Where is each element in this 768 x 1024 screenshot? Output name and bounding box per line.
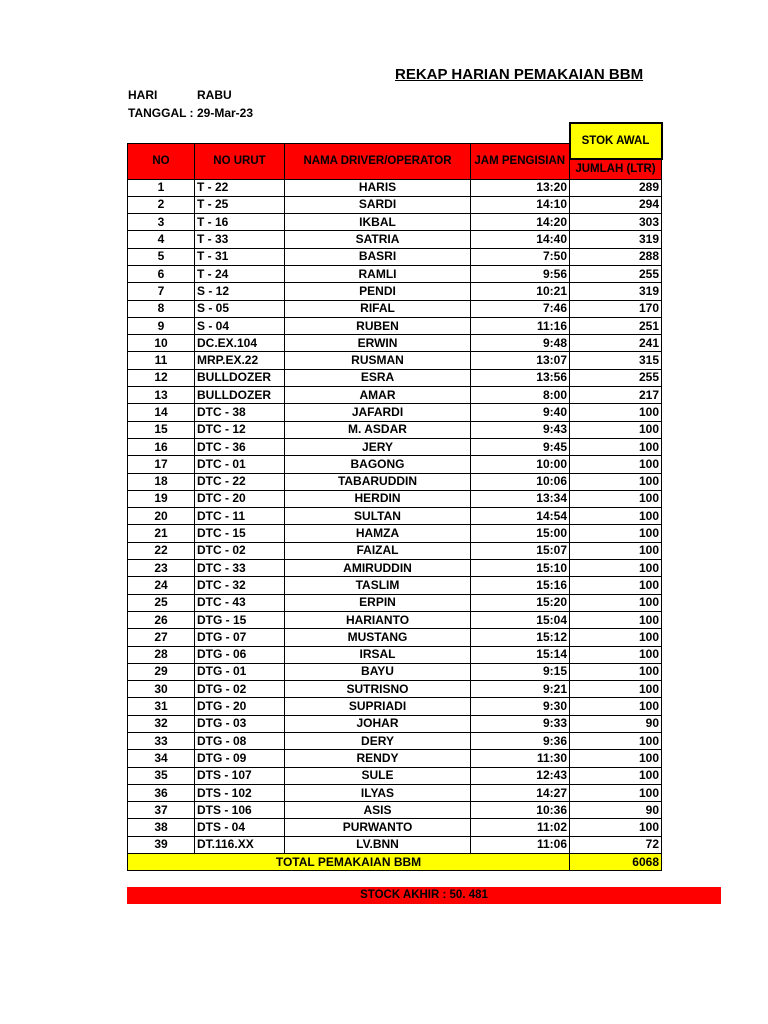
row-nama: TABARUDDIN bbox=[285, 473, 471, 490]
row-nama: LV.BNN bbox=[285, 836, 471, 853]
table-row bbox=[128, 784, 662, 801]
row-jumlah: 319 bbox=[570, 283, 662, 300]
row-nama: DERY bbox=[285, 733, 471, 750]
row-nama: PENDI bbox=[285, 283, 471, 300]
table-row bbox=[128, 802, 662, 819]
table-row bbox=[128, 335, 662, 352]
table-row bbox=[128, 404, 662, 421]
row-jumlah: 100 bbox=[570, 456, 662, 473]
row-nama: FAIZAL bbox=[285, 542, 471, 559]
row-nama: BAGONG bbox=[285, 456, 471, 473]
row-nama: MUSTANG bbox=[285, 629, 471, 646]
row-no-urut: DTG - 08 bbox=[195, 733, 285, 750]
row-no: 1 bbox=[128, 179, 195, 196]
row-no: 13 bbox=[128, 387, 195, 404]
row-jumlah: 90 bbox=[570, 802, 662, 819]
row-jam: 14:10 bbox=[471, 196, 570, 213]
row-jam: 13:20 bbox=[471, 179, 570, 196]
row-no-urut: S - 05 bbox=[195, 300, 285, 317]
row-jumlah: 100 bbox=[570, 490, 662, 507]
table-row bbox=[128, 577, 662, 594]
row-nama: M. ASDAR bbox=[285, 421, 471, 438]
table-row bbox=[128, 438, 662, 455]
row-no-urut: DTC - 43 bbox=[195, 594, 285, 611]
row-jumlah: 100 bbox=[570, 784, 662, 801]
row-jumlah: 289 bbox=[570, 179, 662, 196]
row-no-urut: DTG - 09 bbox=[195, 750, 285, 767]
row-no-urut: MRP.EX.22 bbox=[195, 352, 285, 369]
row-no: 29 bbox=[128, 663, 195, 680]
row-jam: 9:48 bbox=[471, 335, 570, 352]
row-jam: 7:46 bbox=[471, 300, 570, 317]
row-no: 26 bbox=[128, 611, 195, 628]
row-jam: 10:00 bbox=[471, 456, 570, 473]
row-nama: HARIANTO bbox=[285, 611, 471, 628]
col-header-jam: JAM PENGISIAN bbox=[471, 143, 570, 179]
table-row bbox=[128, 525, 662, 542]
row-jam: 8:00 bbox=[471, 387, 570, 404]
table-row bbox=[128, 542, 662, 559]
col-header-jumlah: JUMLAH (LTR) bbox=[570, 159, 662, 179]
row-no-urut: T - 16 bbox=[195, 214, 285, 231]
page-title: REKAP HARIAN PEMAKAIAN BBM bbox=[395, 66, 644, 83]
col-header-nama: NAMA DRIVER/OPERATOR bbox=[285, 143, 471, 179]
row-jumlah: 100 bbox=[570, 629, 662, 646]
row-jam: 11:16 bbox=[471, 317, 570, 334]
row-jam: 9:45 bbox=[471, 438, 570, 455]
row-jumlah: 255 bbox=[570, 369, 662, 386]
row-no: 7 bbox=[128, 283, 195, 300]
row-jam: 12:43 bbox=[471, 767, 570, 784]
table-row bbox=[128, 629, 662, 646]
row-no: 38 bbox=[128, 819, 195, 836]
row-jam: 15:16 bbox=[471, 577, 570, 594]
row-no-urut: DTG - 15 bbox=[195, 611, 285, 628]
row-no: 31 bbox=[128, 698, 195, 715]
table-row bbox=[128, 248, 662, 265]
row-no-urut: T - 25 bbox=[195, 196, 285, 213]
row-no-urut: DTC - 15 bbox=[195, 525, 285, 542]
row-jam: 11:06 bbox=[471, 836, 570, 853]
row-jumlah: 294 bbox=[570, 196, 662, 213]
row-nama: ERWIN bbox=[285, 335, 471, 352]
table-row bbox=[128, 663, 662, 680]
row-no: 34 bbox=[128, 750, 195, 767]
row-no-urut: DTC - 20 bbox=[195, 490, 285, 507]
row-nama: ERPIN bbox=[285, 594, 471, 611]
table-row bbox=[128, 750, 662, 767]
table-row bbox=[128, 300, 662, 317]
table-row bbox=[128, 594, 662, 611]
row-jumlah: 100 bbox=[570, 733, 662, 750]
row-nama: RUBEN bbox=[285, 317, 471, 334]
row-jam: 10:06 bbox=[471, 473, 570, 490]
row-jam: 14:20 bbox=[471, 214, 570, 231]
row-jam: 9:30 bbox=[471, 698, 570, 715]
tanggal-label: TANGGAL : bbox=[128, 106, 194, 120]
row-nama: IRSAL bbox=[285, 646, 471, 663]
row-jumlah: 90 bbox=[570, 715, 662, 732]
row-no: 18 bbox=[128, 473, 195, 490]
row-no: 28 bbox=[128, 646, 195, 663]
table-row bbox=[128, 369, 662, 386]
row-no-urut: DTC - 32 bbox=[195, 577, 285, 594]
row-no: 37 bbox=[128, 802, 195, 819]
row-no: 12 bbox=[128, 369, 195, 386]
table-row bbox=[128, 715, 662, 732]
row-no-urut: DTC - 36 bbox=[195, 438, 285, 455]
table-row bbox=[128, 214, 662, 231]
row-nama: JOHAR bbox=[285, 715, 471, 732]
row-jam: 10:36 bbox=[471, 802, 570, 819]
row-no-urut: DTS - 106 bbox=[195, 802, 285, 819]
row-no: 35 bbox=[128, 767, 195, 784]
row-no: 9 bbox=[128, 317, 195, 334]
row-no: 15 bbox=[128, 421, 195, 438]
row-no: 21 bbox=[128, 525, 195, 542]
row-nama: AMIRUDDIN bbox=[285, 560, 471, 577]
row-nama: SUPRIADI bbox=[285, 698, 471, 715]
row-no-urut: DTG - 03 bbox=[195, 715, 285, 732]
col-header-no: NO bbox=[128, 143, 195, 179]
row-nama: SULE bbox=[285, 767, 471, 784]
row-jumlah: 100 bbox=[570, 421, 662, 438]
row-jumlah: 100 bbox=[570, 404, 662, 421]
row-jumlah: 288 bbox=[570, 248, 662, 265]
row-no-urut: DTG - 01 bbox=[195, 663, 285, 680]
row-nama: ASIS bbox=[285, 802, 471, 819]
row-no-urut: DT.116.XX bbox=[195, 836, 285, 853]
row-jumlah: 100 bbox=[570, 542, 662, 559]
row-no-urut: DTC - 38 bbox=[195, 404, 285, 421]
row-nama: JAFARDI bbox=[285, 404, 471, 421]
row-no: 11 bbox=[128, 352, 195, 369]
row-no-urut: DTC - 02 bbox=[195, 542, 285, 559]
row-jumlah: 217 bbox=[570, 387, 662, 404]
row-no-urut: BULLDOZER bbox=[195, 369, 285, 386]
row-jam: 15:07 bbox=[471, 542, 570, 559]
row-nama: ILYAS bbox=[285, 784, 471, 801]
row-no-urut: DTS - 102 bbox=[195, 784, 285, 801]
row-jumlah: 100 bbox=[570, 594, 662, 611]
row-jumlah: 100 bbox=[570, 750, 662, 767]
row-jam: 15:00 bbox=[471, 525, 570, 542]
row-jumlah: 100 bbox=[570, 577, 662, 594]
row-jam: 9:43 bbox=[471, 421, 570, 438]
row-jam: 9:33 bbox=[471, 715, 570, 732]
row-nama: SARDI bbox=[285, 196, 471, 213]
table-row bbox=[128, 179, 662, 196]
row-jumlah: 72 bbox=[570, 836, 662, 853]
row-no-urut: T - 24 bbox=[195, 265, 285, 282]
row-no-urut: T - 22 bbox=[195, 179, 285, 196]
row-nama: BAYU bbox=[285, 663, 471, 680]
table-row bbox=[128, 611, 662, 628]
row-jam: 14:27 bbox=[471, 784, 570, 801]
table-row bbox=[128, 681, 662, 698]
row-no-urut: DTG - 02 bbox=[195, 681, 285, 698]
row-no: 2 bbox=[128, 196, 195, 213]
row-nama: SULTAN bbox=[285, 508, 471, 525]
row-no: 20 bbox=[128, 508, 195, 525]
row-jam: 10:21 bbox=[471, 283, 570, 300]
table-row bbox=[128, 283, 662, 300]
table-row bbox=[128, 508, 662, 525]
row-nama: SUTRISNO bbox=[285, 681, 471, 698]
row-jumlah: 241 bbox=[570, 335, 662, 352]
row-jumlah: 100 bbox=[570, 663, 662, 680]
row-no: 36 bbox=[128, 784, 195, 801]
row-no-urut: T - 31 bbox=[195, 248, 285, 265]
row-jam: 9:36 bbox=[471, 733, 570, 750]
row-jumlah: 100 bbox=[570, 560, 662, 577]
table-row bbox=[128, 698, 662, 715]
row-no-urut: DTG - 06 bbox=[195, 646, 285, 663]
table-row bbox=[128, 473, 662, 490]
row-jumlah: 319 bbox=[570, 231, 662, 248]
row-nama: TASLIM bbox=[285, 577, 471, 594]
row-no-urut: T - 33 bbox=[195, 231, 285, 248]
row-nama: SATRIA bbox=[285, 231, 471, 248]
total-value: 6068 bbox=[570, 854, 662, 871]
row-jam: 15:10 bbox=[471, 560, 570, 577]
hari-label: HARI bbox=[128, 88, 158, 102]
row-jumlah: 100 bbox=[570, 819, 662, 836]
table-row bbox=[128, 836, 662, 853]
row-no: 23 bbox=[128, 560, 195, 577]
row-no: 39 bbox=[128, 836, 195, 853]
row-nama: BASRI bbox=[285, 248, 471, 265]
row-no: 30 bbox=[128, 681, 195, 698]
row-no: 17 bbox=[128, 456, 195, 473]
row-jam: 9:56 bbox=[471, 265, 570, 282]
row-jam: 15:04 bbox=[471, 611, 570, 628]
row-jumlah: 100 bbox=[570, 438, 662, 455]
row-jam: 15:12 bbox=[471, 629, 570, 646]
rekap-table bbox=[127, 122, 663, 871]
stok-awal-header: STOK AWAL bbox=[570, 123, 662, 159]
row-no: 4 bbox=[128, 231, 195, 248]
row-no-urut: S - 04 bbox=[195, 317, 285, 334]
row-jam: 13:34 bbox=[471, 490, 570, 507]
table-row bbox=[128, 352, 662, 369]
row-nama: RAMLI bbox=[285, 265, 471, 282]
table-row bbox=[128, 231, 662, 248]
row-no: 3 bbox=[128, 214, 195, 231]
row-no-urut: DTG - 20 bbox=[195, 698, 285, 715]
row-no: 16 bbox=[128, 438, 195, 455]
row-no-urut: DTC - 22 bbox=[195, 473, 285, 490]
row-jam: 9:40 bbox=[471, 404, 570, 421]
row-no-urut: DTC - 12 bbox=[195, 421, 285, 438]
row-jumlah: 100 bbox=[570, 767, 662, 784]
table-row bbox=[128, 387, 662, 404]
row-nama: RIFAL bbox=[285, 300, 471, 317]
row-jam: 15:20 bbox=[471, 594, 570, 611]
table-row bbox=[128, 456, 662, 473]
table-row bbox=[128, 819, 662, 836]
row-jumlah: 303 bbox=[570, 214, 662, 231]
row-nama: HARIS bbox=[285, 179, 471, 196]
row-no-urut: BULLDOZER bbox=[195, 387, 285, 404]
row-nama: JERY bbox=[285, 438, 471, 455]
row-nama: HAMZA bbox=[285, 525, 471, 542]
row-jumlah: 100 bbox=[570, 473, 662, 490]
row-no: 10 bbox=[128, 335, 195, 352]
row-jumlah: 100 bbox=[570, 611, 662, 628]
col-header-no-urut: NO URUT bbox=[195, 143, 285, 179]
row-no: 25 bbox=[128, 594, 195, 611]
table-row bbox=[128, 646, 662, 663]
table-row bbox=[128, 317, 662, 334]
row-no-urut: DTC - 01 bbox=[195, 456, 285, 473]
hari-value: RABU bbox=[197, 88, 232, 102]
row-no: 6 bbox=[128, 265, 195, 282]
row-jam: 9:15 bbox=[471, 663, 570, 680]
tanggal-value: 29-Mar-23 bbox=[197, 106, 254, 120]
row-no: 22 bbox=[128, 542, 195, 559]
row-nama: RUSMAN bbox=[285, 352, 471, 369]
row-jam: 7:50 bbox=[471, 248, 570, 265]
stock-akhir-bar: STOCK AKHIR : 50. 481 bbox=[127, 887, 721, 904]
row-jam: 13:07 bbox=[471, 352, 570, 369]
row-jumlah: 170 bbox=[570, 300, 662, 317]
row-no-urut: DC.EX.104 bbox=[195, 335, 285, 352]
row-jam: 11:02 bbox=[471, 819, 570, 836]
row-jam: 14:40 bbox=[471, 231, 570, 248]
row-jumlah: 255 bbox=[570, 265, 662, 282]
row-no-urut: S - 12 bbox=[195, 283, 285, 300]
row-nama: AMAR bbox=[285, 387, 471, 404]
row-jumlah: 100 bbox=[570, 646, 662, 663]
row-nama: IKBAL bbox=[285, 214, 471, 231]
row-no-urut: DTS - 04 bbox=[195, 819, 285, 836]
table-row bbox=[128, 265, 662, 282]
row-jumlah: 100 bbox=[570, 508, 662, 525]
row-jumlah: 100 bbox=[570, 525, 662, 542]
row-no: 32 bbox=[128, 715, 195, 732]
table-row bbox=[128, 490, 662, 507]
row-jumlah: 100 bbox=[570, 698, 662, 715]
row-jumlah: 251 bbox=[570, 317, 662, 334]
row-jam: 15:14 bbox=[471, 646, 570, 663]
table-row bbox=[128, 733, 662, 750]
total-label: TOTAL PEMAKAIAN BBM bbox=[128, 854, 570, 871]
row-no: 8 bbox=[128, 300, 195, 317]
row-no-urut: DTC - 11 bbox=[195, 508, 285, 525]
row-no-urut: DTS - 107 bbox=[195, 767, 285, 784]
row-no: 24 bbox=[128, 577, 195, 594]
row-no: 33 bbox=[128, 733, 195, 750]
row-no: 19 bbox=[128, 490, 195, 507]
table-row bbox=[128, 421, 662, 438]
row-no-urut: DTG - 07 bbox=[195, 629, 285, 646]
row-jam: 13:56 bbox=[471, 369, 570, 386]
table-row bbox=[128, 196, 662, 213]
row-no: 5 bbox=[128, 248, 195, 265]
row-jam: 9:21 bbox=[471, 681, 570, 698]
row-nama: PURWANTO bbox=[285, 819, 471, 836]
row-jam: 14:54 bbox=[471, 508, 570, 525]
row-jam: 11:30 bbox=[471, 750, 570, 767]
row-nama: ESRA bbox=[285, 369, 471, 386]
row-no: 27 bbox=[128, 629, 195, 646]
row-no: 14 bbox=[128, 404, 195, 421]
row-nama: HERDIN bbox=[285, 490, 471, 507]
row-nama: RENDY bbox=[285, 750, 471, 767]
row-no-urut: DTC - 33 bbox=[195, 560, 285, 577]
row-jumlah: 100 bbox=[570, 681, 662, 698]
row-jumlah: 315 bbox=[570, 352, 662, 369]
table-row bbox=[128, 767, 662, 784]
table-row bbox=[128, 560, 662, 577]
